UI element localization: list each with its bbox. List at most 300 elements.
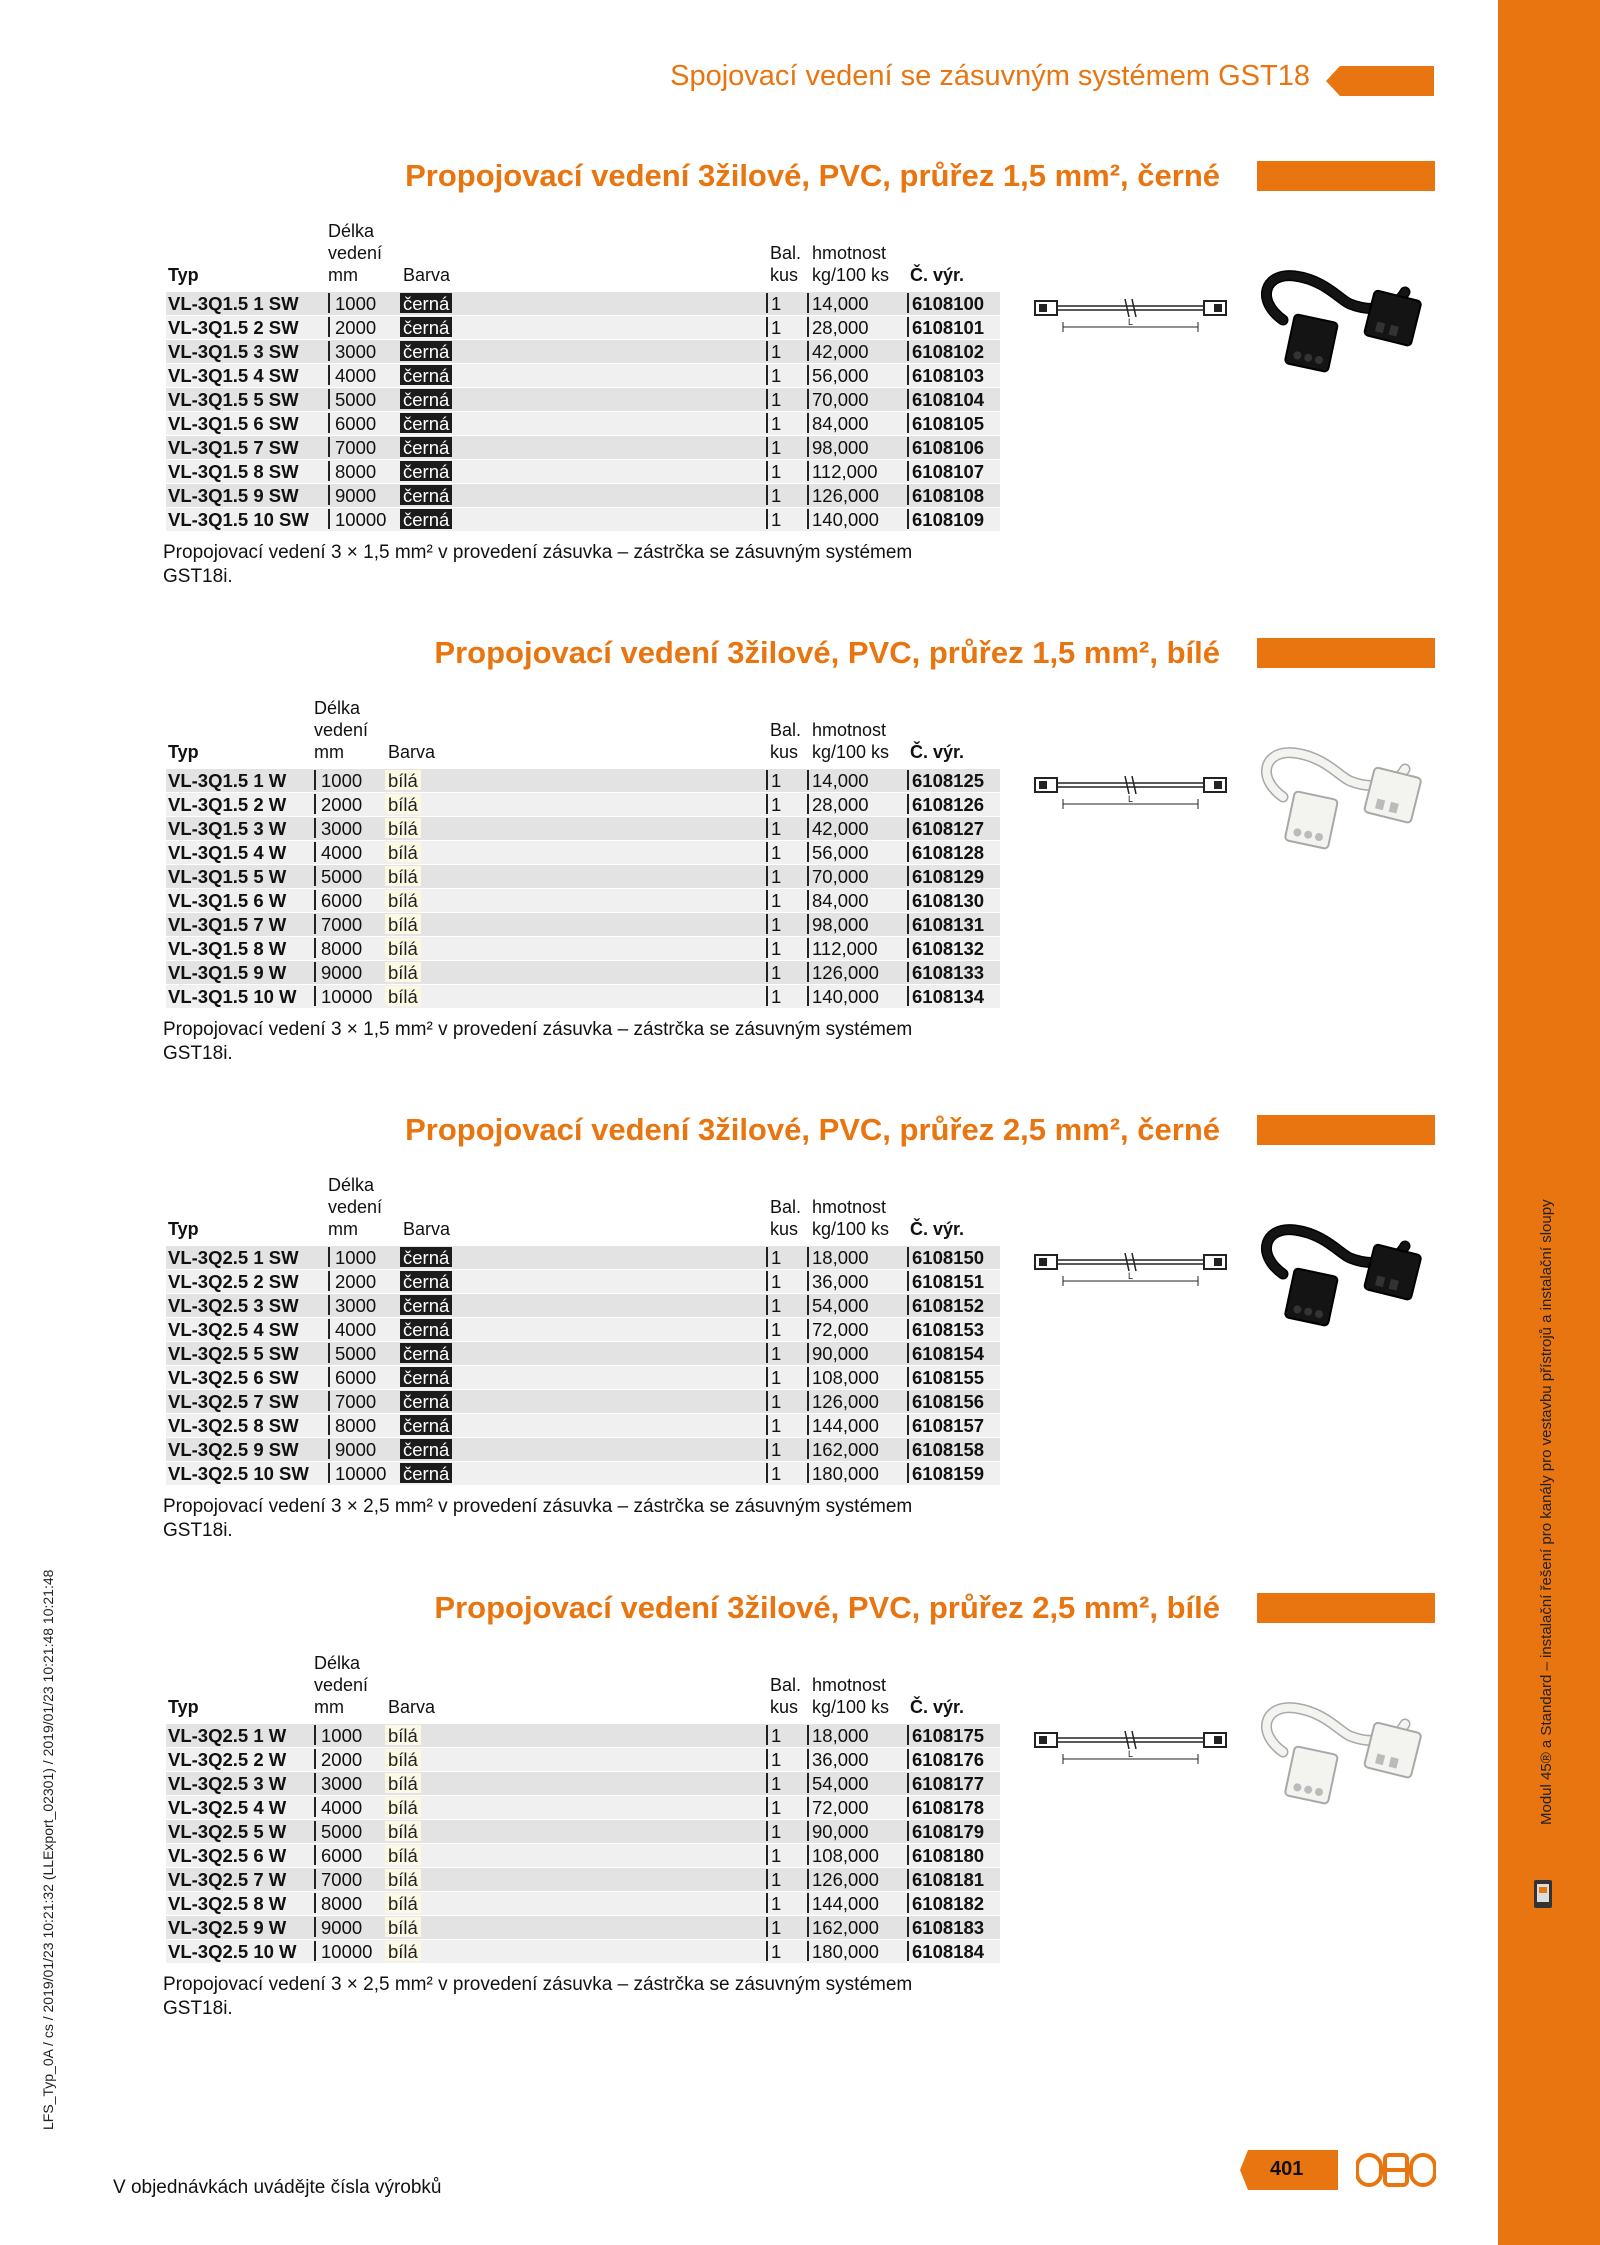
product-pack: 1 — [766, 461, 781, 481]
product-pack: 1 — [766, 1271, 781, 1291]
col-color-header: Barva — [388, 1697, 436, 1717]
footer-order-note: V objednávkách uvádějte čísla výrobků — [113, 2177, 442, 2198]
product-type: VL-3Q2.5 7 SW — [168, 1391, 299, 1412]
table-row — [166, 1294, 1000, 1317]
col-length-header: Délka vedení mm — [328, 1175, 383, 1239]
col-pack-header: Bal. kus — [770, 1675, 802, 1717]
product-number: 6108176 — [907, 1749, 984, 1769]
product-pack: 1 — [766, 1463, 781, 1483]
section-description: Propojovací vedení 3 × 1,5 mm² v provedení zásuvka – zástrčka se zásuvným systémem GST18i. — [163, 542, 913, 587]
module-icon — [1532, 1878, 1554, 1910]
product-color: černá — [400, 293, 452, 313]
product-color: černá — [400, 1391, 452, 1411]
product-length: 9000 — [328, 1439, 376, 1459]
col-color-header: Barva — [403, 265, 451, 285]
cable-drawing — [1033, 293, 1228, 353]
product-weight: 84,000 — [807, 413, 869, 433]
col-number-header: Č. výr. — [910, 1697, 965, 1717]
product-length: 5000 — [314, 866, 362, 886]
product-pack: 1 — [766, 1367, 781, 1387]
product-color: černá — [400, 1415, 452, 1435]
product-type: VL-3Q1.5 3 W — [168, 818, 287, 839]
product-length: 6000 — [328, 413, 376, 433]
product-number: 6108129 — [907, 866, 984, 886]
product-number: 6108183 — [907, 1917, 984, 1937]
product-number: 6108127 — [907, 818, 984, 838]
product-type: VL-3Q1.5 2 SW — [168, 317, 299, 338]
product-weight: 180,000 — [807, 1941, 879, 1961]
product-weight: 112,000 — [807, 461, 878, 481]
product-color: bílá — [385, 1773, 421, 1793]
product-number: 6108106 — [907, 437, 984, 457]
product-pack: 1 — [766, 341, 781, 361]
product-number: 6108159 — [907, 1463, 984, 1483]
length-label: L — [1128, 794, 1134, 804]
cable-photo — [1255, 1702, 1435, 1812]
product-color: černá — [400, 1463, 452, 1483]
product-number: 6108100 — [907, 293, 984, 313]
product-length: 3000 — [328, 341, 376, 361]
product-length: 3000 — [314, 1773, 362, 1793]
product-pack: 1 — [766, 866, 781, 886]
product-type: VL-3Q2.5 6 W — [168, 1845, 287, 1866]
product-color: černá — [400, 365, 452, 385]
product-pack: 1 — [766, 1247, 781, 1267]
product-pack: 1 — [766, 1845, 781, 1865]
product-section — [0, 1590, 1498, 2060]
product-pack: 1 — [766, 1343, 781, 1363]
product-pack: 1 — [766, 1773, 781, 1793]
product-length: 1000 — [314, 770, 362, 790]
product-weight: 126,000 — [807, 1869, 879, 1889]
product-weight: 72,000 — [807, 1797, 869, 1817]
product-length: 5000 — [314, 1821, 362, 1841]
col-length-header: Délka vedení mm — [314, 698, 369, 762]
product-weight: 36,000 — [807, 1749, 869, 1769]
product-color: černá — [400, 1271, 452, 1291]
product-pack: 1 — [766, 770, 781, 790]
product-number: 6108154 — [907, 1343, 984, 1363]
section-title: Propojovací vedení 3žilové, PVC, průřez 1,5 mm², bílé — [434, 635, 1220, 670]
length-label: L — [1128, 317, 1134, 327]
table-row — [166, 460, 1000, 483]
product-pack: 1 — [766, 1749, 781, 1769]
col-weight-header: hmotnost kg/100 ks — [812, 1675, 890, 1717]
table-row — [166, 1246, 1000, 1269]
product-weight: 42,000 — [807, 818, 869, 838]
col-color-header: Barva — [388, 742, 436, 762]
col-color-header: Barva — [403, 1219, 451, 1239]
product-number: 6108133 — [907, 962, 984, 982]
product-color: bílá — [385, 1917, 421, 1937]
product-type: VL-3Q2.5 6 SW — [168, 1367, 299, 1388]
product-weight: 70,000 — [807, 389, 869, 409]
product-length: 7000 — [314, 914, 362, 934]
product-length: 4000 — [328, 365, 376, 385]
product-length: 6000 — [314, 1845, 362, 1865]
product-length: 4000 — [328, 1319, 376, 1339]
product-color: bílá — [385, 986, 421, 1006]
product-type: VL-3Q1.5 1 W — [168, 770, 287, 791]
product-color: bílá — [385, 794, 421, 814]
product-type: VL-3Q2.5 9 W — [168, 1917, 287, 1938]
product-length: 8000 — [328, 1415, 376, 1435]
product-type: VL-3Q1.5 9 W — [168, 962, 287, 983]
product-type: VL-3Q1.5 5 W — [168, 866, 287, 887]
product-weight: 162,000 — [807, 1439, 879, 1459]
section-title: Propojovací vedení 3žilové, PVC, průřez 1,5 mm², černé — [405, 158, 1220, 193]
product-pack: 1 — [766, 1941, 781, 1961]
product-pack: 1 — [766, 1797, 781, 1817]
product-weight: 36,000 — [807, 1271, 869, 1291]
product-type: VL-3Q2.5 7 W — [168, 1869, 287, 1890]
product-length: 6000 — [328, 1367, 376, 1387]
section-title: Propojovací vedení 3žilové, PVC, průřez 2,5 mm², černé — [405, 1112, 1220, 1147]
product-length: 10000 — [328, 509, 386, 529]
product-color: bílá — [385, 1893, 421, 1913]
product-length: 2000 — [314, 794, 362, 814]
product-weight: 180,000 — [807, 1463, 879, 1483]
product-weight: 18,000 — [807, 1247, 869, 1267]
product-number: 6108107 — [907, 461, 984, 481]
product-number: 6108101 — [907, 317, 984, 337]
col-type-header: Typ — [168, 1219, 199, 1239]
product-number: 6108158 — [907, 1439, 984, 1459]
product-color: černá — [400, 1367, 452, 1387]
product-type: VL-3Q1.5 3 SW — [168, 341, 299, 362]
product-color: černá — [400, 509, 452, 529]
product-length: 2000 — [328, 1271, 376, 1291]
product-color: bílá — [385, 1869, 421, 1889]
product-number: 6108184 — [907, 1941, 984, 1961]
product-number: 6108134 — [907, 986, 984, 1006]
product-length: 1000 — [328, 1247, 376, 1267]
product-pack: 1 — [766, 1821, 781, 1841]
product-color: bílá — [385, 842, 421, 862]
product-length: 7000 — [328, 437, 376, 457]
product-type: VL-3Q2.5 9 SW — [168, 1439, 299, 1460]
product-weight: 144,000 — [807, 1893, 879, 1913]
col-length-header: Délka vedení mm — [314, 1653, 369, 1717]
product-color: bílá — [385, 890, 421, 910]
product-number: 6108151 — [907, 1271, 984, 1291]
col-number-header: Č. výr. — [910, 1219, 965, 1239]
product-number: 6108105 — [907, 413, 984, 433]
product-type: VL-3Q1.5 8 W — [168, 938, 287, 959]
product-weight: 72,000 — [807, 1319, 869, 1339]
table-row — [166, 1796, 1000, 1819]
product-number: 6108155 — [907, 1367, 984, 1387]
product-weight: 18,000 — [807, 1725, 869, 1745]
table-row — [166, 1820, 1000, 1843]
sidebar-chapter-text: Modul 45® a Standard – instalační řešení pro kanály pro vestavbu přístrojů a instalační sloupy — [1538, 1199, 1555, 1825]
product-type: VL-3Q1.5 5 SW — [168, 389, 299, 410]
product-weight: 144,000 — [807, 1415, 879, 1435]
product-length: 8000 — [314, 1893, 362, 1913]
product-type: VL-3Q1.5 4 SW — [168, 365, 299, 386]
product-type: VL-3Q2.5 3 W — [168, 1773, 287, 1794]
table-row — [166, 1844, 1000, 1867]
page-header-title: Spojovací vedení se zásuvným systémem GST18 — [670, 60, 1310, 92]
product-pack: 1 — [766, 1319, 781, 1339]
header-tab-marker — [1326, 66, 1434, 96]
product-color: černá — [400, 485, 452, 505]
product-length: 3000 — [314, 818, 362, 838]
table-row — [166, 364, 1000, 387]
col-weight-header: hmotnost kg/100 ks — [812, 1197, 890, 1239]
product-weight: 98,000 — [807, 914, 869, 934]
product-type: VL-3Q2.5 2 SW — [168, 1271, 299, 1292]
product-color: černá — [400, 317, 452, 337]
product-pack: 1 — [766, 986, 781, 1006]
table-row — [166, 508, 1000, 531]
table-row — [166, 436, 1000, 459]
product-color: bílá — [385, 866, 421, 886]
product-length: 5000 — [328, 389, 376, 409]
table-row — [166, 1868, 1000, 1891]
product-color: černá — [400, 341, 452, 361]
product-pack: 1 — [766, 1295, 781, 1315]
product-number: 6108152 — [907, 1295, 984, 1315]
table-row — [166, 1462, 1000, 1485]
table-row — [166, 817, 1000, 840]
product-number: 6108125 — [907, 770, 984, 790]
table-row — [166, 388, 1000, 411]
section-description: Propojovací vedení 3 × 1,5 mm² v provedení zásuvka – zástrčka se zásuvným systémem GST18i. — [163, 1019, 913, 1064]
table-row — [166, 1438, 1000, 1461]
product-type: VL-3Q1.5 9 SW — [168, 485, 299, 506]
product-color: černá — [400, 1439, 452, 1459]
product-number: 6108177 — [907, 1773, 984, 1793]
product-number: 6108182 — [907, 1893, 984, 1913]
product-pack: 1 — [766, 1917, 781, 1937]
cable-drawing — [1033, 770, 1228, 830]
product-color: bílá — [385, 914, 421, 934]
product-length: 6000 — [314, 890, 362, 910]
table-row — [166, 412, 1000, 435]
product-type: VL-3Q1.5 1 SW — [168, 293, 299, 314]
table-row — [166, 913, 1000, 936]
table-row — [166, 937, 1000, 960]
product-color: černá — [400, 1247, 452, 1267]
product-weight: 84,000 — [807, 890, 869, 910]
product-number: 6108109 — [907, 509, 984, 529]
product-length: 3000 — [328, 1295, 376, 1315]
product-color: bílá — [385, 1749, 421, 1769]
product-type: VL-3Q1.5 10 SW — [168, 509, 309, 530]
product-number: 6108175 — [907, 1725, 984, 1745]
section-title: Propojovací vedení 3žilové, PVC, průřez 2,5 mm², bílé — [434, 1590, 1220, 1625]
product-color: černá — [400, 1295, 452, 1315]
product-number: 6108130 — [907, 890, 984, 910]
product-number: 6108128 — [907, 842, 984, 862]
product-number: 6108178 — [907, 1797, 984, 1817]
product-section — [0, 158, 1498, 628]
table-row — [166, 1366, 1000, 1389]
section-description: Propojovací vedení 3 × 2,5 mm² v provedení zásuvka – zástrčka se zásuvným systémem GST18i. — [163, 1496, 913, 1541]
product-number: 6108102 — [907, 341, 984, 361]
product-length: 4000 — [314, 842, 362, 862]
product-type: VL-3Q1.5 6 W — [168, 890, 287, 911]
cable-photo — [1255, 747, 1435, 857]
table-row — [166, 1724, 1000, 1747]
product-type: VL-3Q2.5 5 W — [168, 1821, 287, 1842]
col-type-header: Typ — [168, 742, 199, 762]
product-length: 2000 — [314, 1749, 362, 1769]
product-number: 6108181 — [907, 1869, 984, 1889]
cable-photo — [1255, 270, 1435, 380]
section-description: Propojovací vedení 3 × 2,5 mm² v provedení zásuvka – zástrčka se zásuvným systémem GST18i. — [163, 1974, 913, 2019]
product-length: 8000 — [328, 461, 376, 481]
product-length: 1000 — [328, 293, 376, 313]
product-color: bílá — [385, 1821, 421, 1841]
product-weight: 42,000 — [807, 341, 869, 361]
product-length: 10000 — [314, 986, 372, 1006]
product-color: bílá — [385, 1941, 421, 1961]
product-pack: 1 — [766, 317, 781, 337]
product-pack: 1 — [766, 1391, 781, 1411]
product-length: 4000 — [314, 1797, 362, 1817]
product-weight: 90,000 — [807, 1821, 869, 1841]
product-type: VL-3Q1.5 8 SW — [168, 461, 299, 482]
product-length: 9000 — [314, 962, 362, 982]
section-title-bar — [1257, 161, 1435, 191]
product-color: černá — [400, 437, 452, 457]
product-number: 6108179 — [907, 1821, 984, 1841]
product-type: VL-3Q1.5 6 SW — [168, 413, 299, 434]
product-pack: 1 — [766, 413, 781, 433]
table-row — [166, 1916, 1000, 1939]
table-row — [166, 769, 1000, 792]
cable-drawing — [1033, 1725, 1228, 1785]
product-number: 6108156 — [907, 1391, 984, 1411]
table-row — [166, 1940, 1000, 1963]
product-length: 8000 — [314, 938, 362, 958]
product-pack: 1 — [766, 293, 781, 313]
page-number: 401 — [1270, 2158, 1304, 2180]
product-pack: 1 — [766, 365, 781, 385]
product-type: VL-3Q2.5 10 W — [168, 1941, 297, 1962]
product-number: 6108108 — [907, 485, 984, 505]
product-color: bílá — [385, 1797, 421, 1817]
col-type-header: Typ — [168, 1697, 199, 1717]
product-color: bílá — [385, 938, 421, 958]
product-type: VL-3Q1.5 10 W — [168, 986, 297, 1007]
product-type: VL-3Q1.5 2 W — [168, 794, 287, 815]
product-type: VL-3Q2.5 1 W — [168, 1725, 287, 1746]
product-color: černá — [400, 1319, 452, 1339]
table-row — [166, 1414, 1000, 1437]
product-weight: 126,000 — [807, 485, 879, 505]
product-type: VL-3Q2.5 4 SW — [168, 1319, 299, 1340]
product-length: 9000 — [328, 485, 376, 505]
product-weight: 54,000 — [807, 1773, 869, 1793]
product-weight: 140,000 — [807, 509, 879, 529]
table-row — [166, 340, 1000, 363]
product-pack: 1 — [766, 842, 781, 862]
product-type: VL-3Q2.5 2 W — [168, 1749, 287, 1770]
product-type: VL-3Q2.5 10 SW — [168, 1463, 309, 1484]
col-number-header: Č. výr. — [910, 742, 965, 762]
product-number: 6108153 — [907, 1319, 984, 1339]
col-pack-header: Bal. kus — [770, 243, 802, 285]
product-number: 6108132 — [907, 938, 984, 958]
table-row — [166, 316, 1000, 339]
product-weight: 108,000 — [807, 1845, 879, 1865]
product-color: bílá — [385, 1725, 421, 1745]
table-row — [166, 1342, 1000, 1365]
product-type: VL-3Q2.5 8 W — [168, 1893, 287, 1914]
table-row — [166, 889, 1000, 912]
table-row — [166, 961, 1000, 984]
product-weight: 14,000 — [807, 770, 869, 790]
product-weight: 98,000 — [807, 437, 869, 457]
table-row — [166, 1892, 1000, 1915]
product-color: černá — [400, 389, 452, 409]
product-length: 7000 — [314, 1869, 362, 1889]
product-pack: 1 — [766, 1439, 781, 1459]
product-color: bílá — [385, 770, 421, 790]
length-label: L — [1128, 1271, 1134, 1281]
table-row — [166, 1748, 1000, 1771]
table-row — [166, 1318, 1000, 1341]
product-type: VL-3Q1.5 7 SW — [168, 437, 299, 458]
product-weight: 56,000 — [807, 842, 869, 862]
table-row — [166, 793, 1000, 816]
product-pack: 1 — [766, 938, 781, 958]
table-row — [166, 865, 1000, 888]
product-type: VL-3Q1.5 7 W — [168, 914, 287, 935]
product-color: bílá — [385, 962, 421, 982]
col-weight-header: hmotnost kg/100 ks — [812, 243, 890, 285]
product-number: 6108104 — [907, 389, 984, 409]
product-pack: 1 — [766, 1725, 781, 1745]
product-type: VL-3Q2.5 8 SW — [168, 1415, 299, 1436]
table-row — [166, 1772, 1000, 1795]
product-length: 9000 — [314, 1917, 362, 1937]
obo-logo — [1356, 2153, 1436, 2187]
product-pack: 1 — [766, 890, 781, 910]
product-weight: 54,000 — [807, 1295, 869, 1315]
product-weight: 28,000 — [807, 794, 869, 814]
col-type-header: Typ — [168, 265, 199, 285]
col-length-header: Délka vedení mm — [328, 221, 383, 285]
product-color: černá — [400, 413, 452, 433]
product-pack: 1 — [766, 485, 781, 505]
col-weight-header: hmotnost kg/100 ks — [812, 720, 890, 762]
product-weight: 108,000 — [807, 1367, 879, 1387]
section-title-bar — [1257, 1593, 1435, 1623]
product-weight: 14,000 — [807, 293, 869, 313]
product-weight: 28,000 — [807, 317, 869, 337]
product-section — [0, 1112, 1498, 1582]
product-color: černá — [400, 461, 452, 481]
cable-drawing — [1033, 1247, 1228, 1307]
product-pack: 1 — [766, 437, 781, 457]
product-number: 6108126 — [907, 794, 984, 814]
product-number: 6108131 — [907, 914, 984, 934]
product-length: 7000 — [328, 1391, 376, 1411]
table-row — [166, 484, 1000, 507]
product-pack: 1 — [766, 818, 781, 838]
product-weight: 70,000 — [807, 866, 869, 886]
table-row — [166, 985, 1000, 1008]
product-pack: 1 — [766, 962, 781, 982]
product-length: 2000 — [328, 317, 376, 337]
product-color: bílá — [385, 818, 421, 838]
product-pack: 1 — [766, 509, 781, 529]
product-length: 1000 — [314, 1725, 362, 1745]
